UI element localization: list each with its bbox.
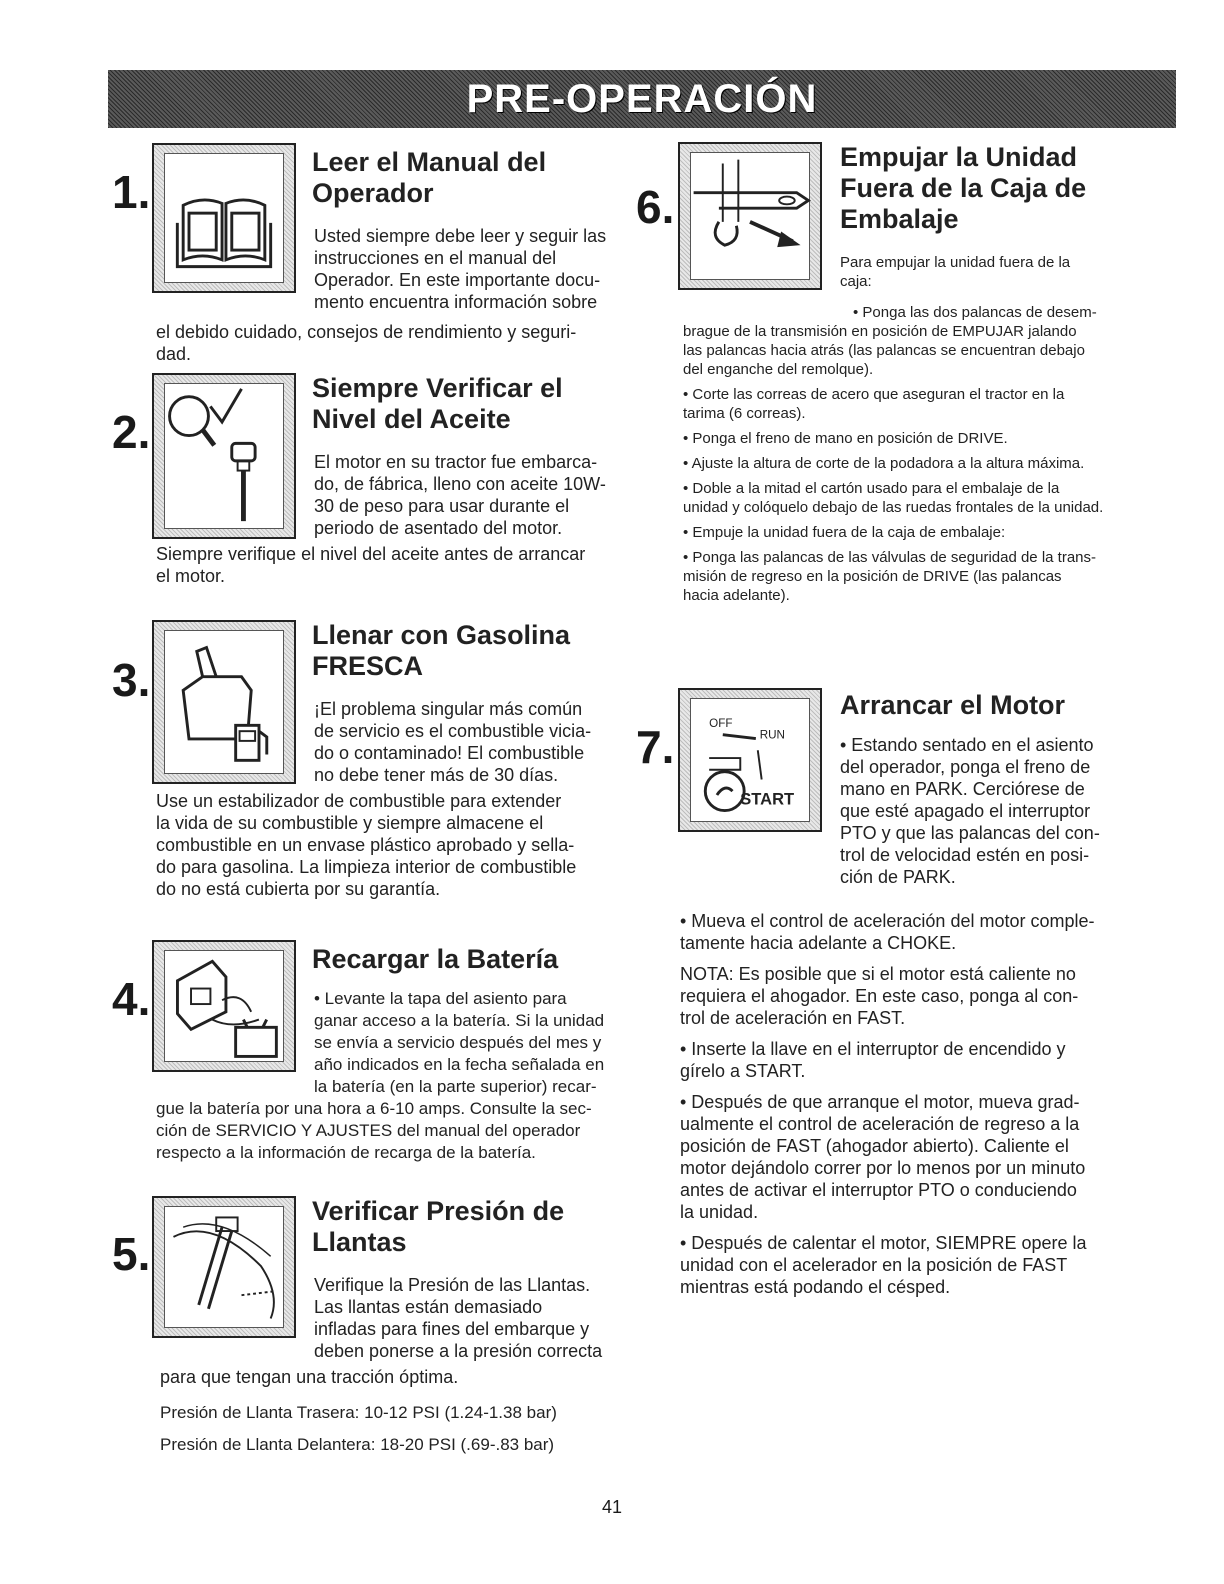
tire-gauge-icon [152, 1196, 296, 1338]
section-body-text [680, 910, 1160, 1304]
step-number: 3. [112, 654, 151, 706]
section-title: Empujar la Unidad Fuera de la Caja de Embalaje [840, 142, 1087, 234]
list-item: • Ajuste la altura de corte de la podadora a la altura máxima. [683, 455, 1085, 472]
section-title: Verificar Presión de Llantas [312, 1196, 565, 1257]
section-side-text: Para empujar la unidad fuera de la caja: [840, 254, 1071, 290]
section-side-text: ¡El problema singular más común de servicio es el combustible vicia- do o contaminado! El combustible no debe tener más de 30 días. [314, 699, 592, 785]
paragraph: • Inserte la llave en el interruptor de encendido y gírelo a START. [680, 1039, 1066, 1081]
page-number: 41 [601, 1497, 623, 1517]
paragraph: • Después de calentar el motor, SIEMPRE opere la unidad con el acelerador en la posición de FAST mientras está podando el césped. [680, 1233, 1087, 1297]
section-body-text: el debido cuidado, consejos de rendimiento y seguri- dad. [156, 322, 577, 364]
list-item: • Corte las correas de acero que aseguran el tractor en la tarima (6 correas). [683, 386, 1065, 422]
section-side-text: Verifique la Presión de las Llantas. Las llantas están demasiado infladas para fines del embarque y deben ponerse a la presión correcta [314, 1275, 603, 1361]
section-title: Recargar la Batería [312, 944, 559, 974]
step-number: 6. [636, 181, 675, 233]
battery-charger-icon [152, 940, 296, 1072]
list-item: • Doble a la mitad el cartón usado para el embalaje de la unidad y colóquelo debajo de las ruedas frontales de la unidad. [683, 480, 1104, 516]
step-number: 7. [636, 721, 675, 773]
step-number: 2. [112, 406, 151, 458]
section-side-text: • Levante la tapa del asiento para ganar acceso a la batería. Si la unidad se envía a servicio después del mes y año indicados en la fecha señalada en la batería (en la parte superior) recar- [314, 989, 605, 1096]
switch-run-label: RUN [759, 728, 785, 742]
list-item: • Ponga las dos palancas de desem- brague de la transmisión en posición de EMPUJAR jalando las palancas hacia atrás (las palancas se encuentran debajo del enganche del remolque). [683, 304, 1097, 378]
section-title: Arrancar el Motor [840, 690, 1066, 720]
note-paragraph: NOTA: Es posible que si el motor está caliente no requiera el ahogador. En este caso, ponga al con- trol de aceleración en FAST. [680, 964, 1079, 1028]
switch-start-label: START [740, 789, 795, 809]
rear-tire-pressure: Presión de Llanta Trasera: 10-12 PSI (1.24-1.38 bar) [160, 1403, 557, 1422]
switch-off-label: OFF [709, 716, 733, 730]
section-body-text: gue la batería por una hora a 6-10 amps. Consulte la sec- ción de SERVICIO Y AJUSTES del manual del operador respecto a la información de recarga de la batería. [156, 1099, 592, 1162]
step-number: 5. [112, 1228, 151, 1280]
list-item: • Empuje la unidad fuera de la caja de embalaje: [683, 524, 1006, 541]
paragraph: • Mueva el control de aceleración del motor comple- tamente hacia adelante a CHOKE. [680, 911, 1095, 953]
paragraph: • Después de que arranque el motor, mueva grad- ualmente el control de aceleración de regreso a la posición de FAST (ahogador abierto). Caliente el motor dejándolo correr por lo menos por un minuto antes de activar el interruptor PTO o conduciendo la unidad. [680, 1092, 1086, 1222]
section-side-text: El motor en su tractor fue embarca- do, de fábrica, lleno con aceite 10W- 30 de peso para usar durante el periodo de asentado del motor. [314, 452, 606, 538]
section-title: Siempre Verificar el Nivel del Aceite [312, 373, 563, 434]
section-title: Llenar con Gasolina FRESCA [312, 620, 571, 681]
gas-can-icon [152, 620, 296, 784]
lever-push-icon [678, 142, 822, 290]
section-bullet-list [683, 303, 1153, 611]
section-body-text: Siempre verifique el nivel del aceite antes de arrancar el motor. [156, 544, 586, 586]
step-number: 1. [112, 166, 151, 218]
section-body-text: Use un estabilizador de combustible para extender la vida de su combustible y siempre almacene el combustible en un envase plástico aprobado y sella- do para gasolina. La limpieza interior de combustible do no está cubierta por su garantía. [156, 791, 577, 899]
page-header-banner [108, 70, 1176, 128]
list-item: • Ponga las palancas de las válvulas de seguridad de la trans- misión de regreso en la posición de DRIVE (las palancas hacia adelante). [683, 549, 1097, 604]
magnifier-dipstick-icon [152, 373, 296, 539]
section-title: Leer el Manual del Operador [312, 147, 547, 208]
section-body-text: para que tengan una tracción óptima. [160, 1367, 459, 1387]
step-number: 4. [112, 973, 151, 1025]
list-item: • Ponga el freno de mano en posición de DRIVE. [683, 430, 1008, 447]
book-icon [152, 143, 296, 293]
section-side-text: Usted siempre debe leer y seguir las instrucciones en el manual del Operador. En este importante docu- mento encuentra información sobre [314, 226, 607, 312]
front-tire-pressure: Presión de Llanta Delantera: 18-20 PSI (.69-.83 bar) [160, 1435, 555, 1454]
page-title: PRE-OPERACIÓN [466, 76, 818, 121]
ignition-switch-icon [678, 688, 822, 832]
section-side-text: • Estando sentado en el asiento del operador, ponga el freno de mano en PARK. Cerciórese de que esté apagado el interruptor PTO y que las palancas del con- trol de velocidad estén en posi- ción de PARK. [840, 735, 1100, 887]
